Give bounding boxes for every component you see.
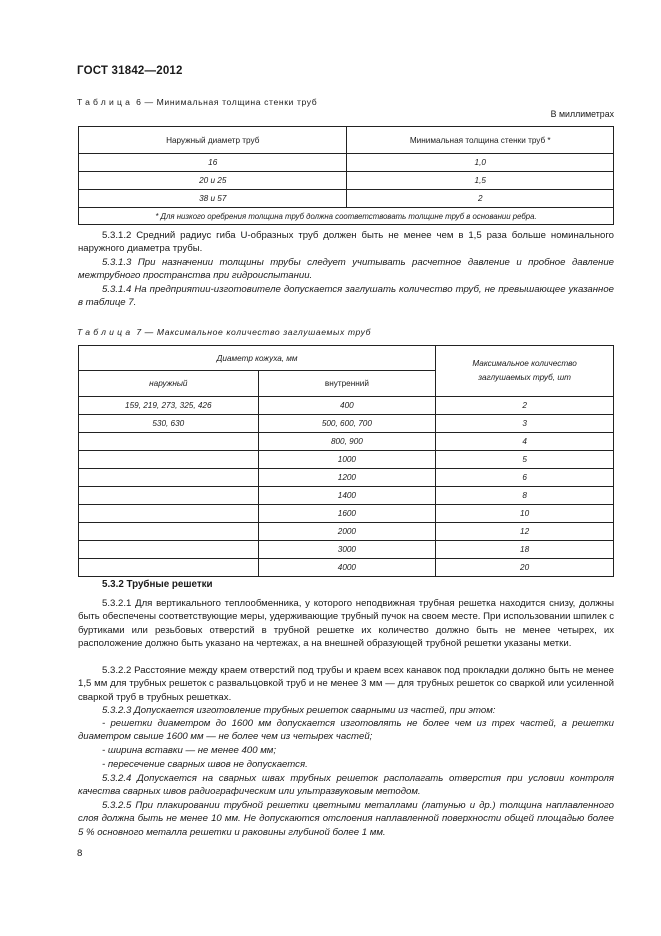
table7-header-max-count: Максимальное количество заглушаемых труб, шт (436, 346, 614, 397)
table-row (79, 172, 614, 190)
document-header: ГОСТ 31842—2012 (77, 65, 183, 77)
paragraph-5-3-2-5: 5.3.2.5 При плакировании трубной решетки цветными металлами (латунью и др.) толщина наплавленного слоя должна быть не менее 10 мм. Не допускаются отслоения наплавленной поверхности общей площадью более 5 % основного металла решетки и раковины глубиной более 1 мм. (78, 800, 614, 838)
table7-caption-prefix: Таблица (77, 327, 134, 337)
table7-caption (77, 327, 371, 337)
table6-cell: 2 (347, 190, 614, 208)
table-row (79, 487, 614, 505)
table7-caption-text: 7 — Максимальное количество заглушаемых труб (136, 327, 372, 337)
table7-cell: 12 (436, 523, 614, 541)
table7-cell: 159, 219, 273, 325, 426 (79, 397, 259, 415)
table7-cell: 4000 (258, 559, 436, 577)
table7-cell (79, 505, 259, 523)
table7 (78, 345, 614, 577)
table7-header-diameter: Диаметр кожуха, мм (79, 346, 436, 371)
table6-header-thickness: Минимальная толщина стенки труб * (347, 127, 614, 154)
table6-header-diameter: Наружный диаметр труб (79, 127, 347, 154)
list-item: - ширина вставки — не менее 400 мм; (102, 745, 277, 756)
table7-header-outer: наружный (79, 371, 259, 397)
table7-cell: 3000 (258, 541, 436, 559)
table7-cell: 530, 630 (79, 415, 259, 433)
table6-cell: 38 и 57 (79, 190, 347, 208)
table7-cell: 2000 (258, 523, 436, 541)
paragraph-5-3-2-4: 5.3.2.4 Допускается на сварных швах трубных решеток располагать отверстия при условии контроля качества сварных швов радиографическим или ультразвуковым методом. (78, 773, 614, 798)
table6-caption-prefix: Таблица (77, 97, 134, 107)
table6-cell: 16 (79, 154, 347, 172)
paragraph-5-3-1-4: 5.3.1.4 На предприятии-изготовителе допускается заглушать количество труб, не превышающее указанное в таблице 7. (78, 284, 614, 309)
table-row (79, 451, 614, 469)
page-number: 8 (77, 848, 83, 859)
table6 (78, 126, 614, 225)
table7-cell: 5 (436, 451, 614, 469)
paragraph-5-3-2-1: 5.3.2.1 Для вертикального теплообменника, у которого неподвижная трубная решетка находится снизу, должны быть обеспечены соответствующие меры, удерживающие трубный пучок на своем месте. При использовании шпилек с буртиками или резьбовых отверстий в трубной решетке их количество должно быть не менее четырех, их расположение должно быть указано на чертежах, а на внешней образующей трубной решетки указаны метки. (78, 598, 614, 650)
table-row (79, 433, 614, 451)
section-heading-5-3-2: 5.3.2 Трубные решетки (102, 579, 213, 590)
table7-cell: 3 (436, 415, 614, 433)
paragraph-5-3-1-3: 5.3.1.3 При назначении толщины трубы следует учитывать расчетное давление и пробное давление межтрубного пространства при гидроиспытании. (78, 257, 614, 282)
table6-cell: 1,5 (347, 172, 614, 190)
table7-cell (79, 451, 259, 469)
table-row (79, 559, 614, 577)
table6-cell: 1,0 (347, 154, 614, 172)
table7-cell: 10 (436, 505, 614, 523)
table7-cell: 4 (436, 433, 614, 451)
table7-cell: 6 (436, 469, 614, 487)
table7-cell (79, 541, 259, 559)
table-row (79, 190, 614, 208)
table-row (79, 469, 614, 487)
table7-cell: 1600 (258, 505, 436, 523)
table7-cell: 2 (436, 397, 614, 415)
table7-cell: 8 (436, 487, 614, 505)
table6-caption (77, 97, 317, 107)
table7-header-inner: внутренний (258, 371, 436, 397)
list-item: - решетки диаметром до 1600 мм допускается изготовлять не более чем из трех частей, а решетки диаметром свыше 1600 мм — не более чем из четырех частей; (78, 718, 614, 743)
paragraph-5-3-2-2: 5.3.2.2 Расстояние между краем отверстий под трубы и краем всех канавок под прокладки должно быть не менее 1,5 мм для трубных решеток с развальцовкой труб и не менее 3 мм — для трубных решеток со сваркой или усиленной сваркой труб в трубных решетках. (78, 665, 614, 703)
table7-cell (79, 487, 259, 505)
table7-cell: 800, 900 (258, 433, 436, 451)
table7-cell: 400 (258, 397, 436, 415)
table-row (79, 397, 614, 415)
table7-cell (79, 559, 259, 577)
table6-cell: 20 и 25 (79, 172, 347, 190)
table-row (79, 505, 614, 523)
table7-cell: 1200 (258, 469, 436, 487)
table-row (79, 154, 614, 172)
table-row (79, 541, 614, 559)
table7-cell (79, 433, 259, 451)
table-row (79, 415, 614, 433)
table6-caption-text: 6 — Минимальная толщина стенки труб (136, 97, 318, 107)
table-row (79, 523, 614, 541)
paragraph-5-3-2-3: 5.3.2.3 Допускается изготовление трубных решеток сварными из частей, при этом: (102, 705, 496, 716)
table6-units: В миллиметрах (550, 109, 614, 119)
table7-cell: 1400 (258, 487, 436, 505)
table7-cell (79, 523, 259, 541)
table7-cell: 20 (436, 559, 614, 577)
paragraph-5-3-1-2: 5.3.1.2 Средний радиус гиба U-образных труб должен быть не менее чем в 1,5 раза больше номинального наружного диаметра трубы. (78, 230, 614, 255)
list-item: - пересечение сварных швов не допускается. (102, 759, 308, 770)
table7-cell (79, 469, 259, 487)
table7-cell: 18 (436, 541, 614, 559)
table7-cell: 1000 (258, 451, 436, 469)
table7-cell: 500, 600, 700 (258, 415, 436, 433)
table6-footnote: * Для низкого оребрения толщина труб должна соответствовать толщине труб в основании ребра. (79, 208, 614, 225)
